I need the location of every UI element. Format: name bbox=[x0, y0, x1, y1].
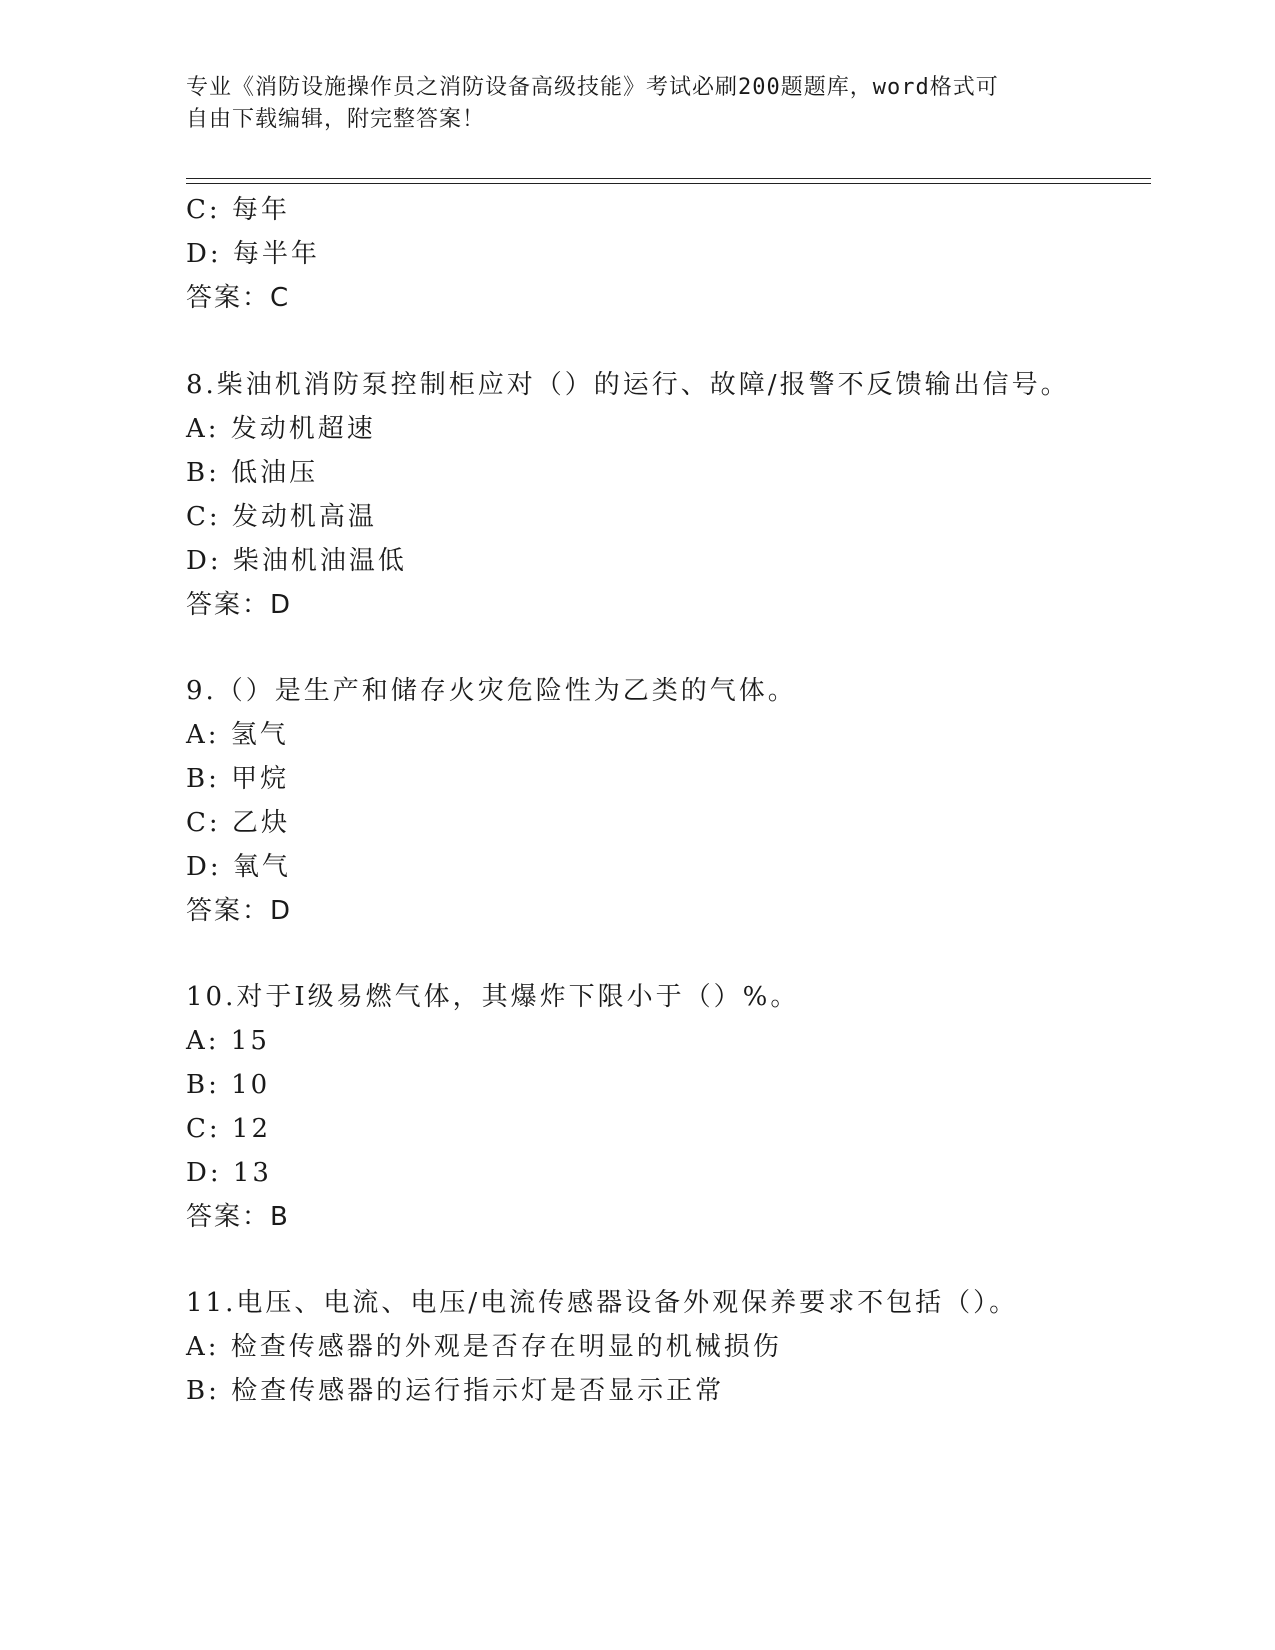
answer: 答案：B bbox=[186, 1202, 290, 1232]
option-d: D: 柴油机油温低 bbox=[186, 546, 407, 576]
answer: 答案：C bbox=[186, 283, 291, 313]
document-header bbox=[186, 72, 1066, 136]
option-a: A: 氢气 bbox=[186, 720, 289, 750]
option-a: A: 15 bbox=[186, 1026, 270, 1056]
option-c: C: 每年 bbox=[186, 195, 290, 225]
question-stem: 11.电压、电流、电压/电流传感器设备外观保养要求不包括（）。 bbox=[186, 1288, 1019, 1318]
option-b: B: 10 bbox=[186, 1070, 271, 1100]
option-d: D: 氧气 bbox=[186, 852, 291, 882]
header-divider-bottom bbox=[186, 183, 1151, 184]
option-a: A: 检查传感器的外观是否存在明显的机械损伤 bbox=[186, 1332, 782, 1362]
option-c: C: 发动机高温 bbox=[186, 502, 377, 532]
answer: 答案：D bbox=[186, 896, 293, 926]
header-divider-top bbox=[186, 178, 1151, 179]
question-stem: 10.对于Ⅰ级易燃气体，其爆炸下限小于（）%。 bbox=[186, 982, 800, 1012]
option-c: C: 12 bbox=[186, 1114, 272, 1144]
option-d: D: 每半年 bbox=[186, 239, 320, 269]
option-b: B: 甲烷 bbox=[186, 764, 290, 794]
option-c: C: 乙炔 bbox=[186, 808, 290, 838]
option-d: D: 13 bbox=[186, 1158, 272, 1188]
option-b: B: 检查传感器的运行指示灯是否显示正常 bbox=[186, 1376, 725, 1406]
answer: 答案：D bbox=[186, 590, 293, 620]
question-stem: 9.（）是生产和储存火灾危险性为乙类的气体。 bbox=[186, 676, 797, 706]
header-line-1: 专业《消防设施操作员之消防设备高级技能》考试必刷200题题库，word格式可 bbox=[186, 75, 999, 100]
question-stem: 8.柴油机消防泵控制柜应对（）的运行、故障/报警不反馈输出信号。 bbox=[186, 370, 1070, 400]
option-a: A: 发动机超速 bbox=[186, 414, 376, 444]
option-b: B: 低油压 bbox=[186, 458, 319, 488]
header-line-2: 自由下载编辑，附完整答案！ bbox=[186, 107, 486, 132]
